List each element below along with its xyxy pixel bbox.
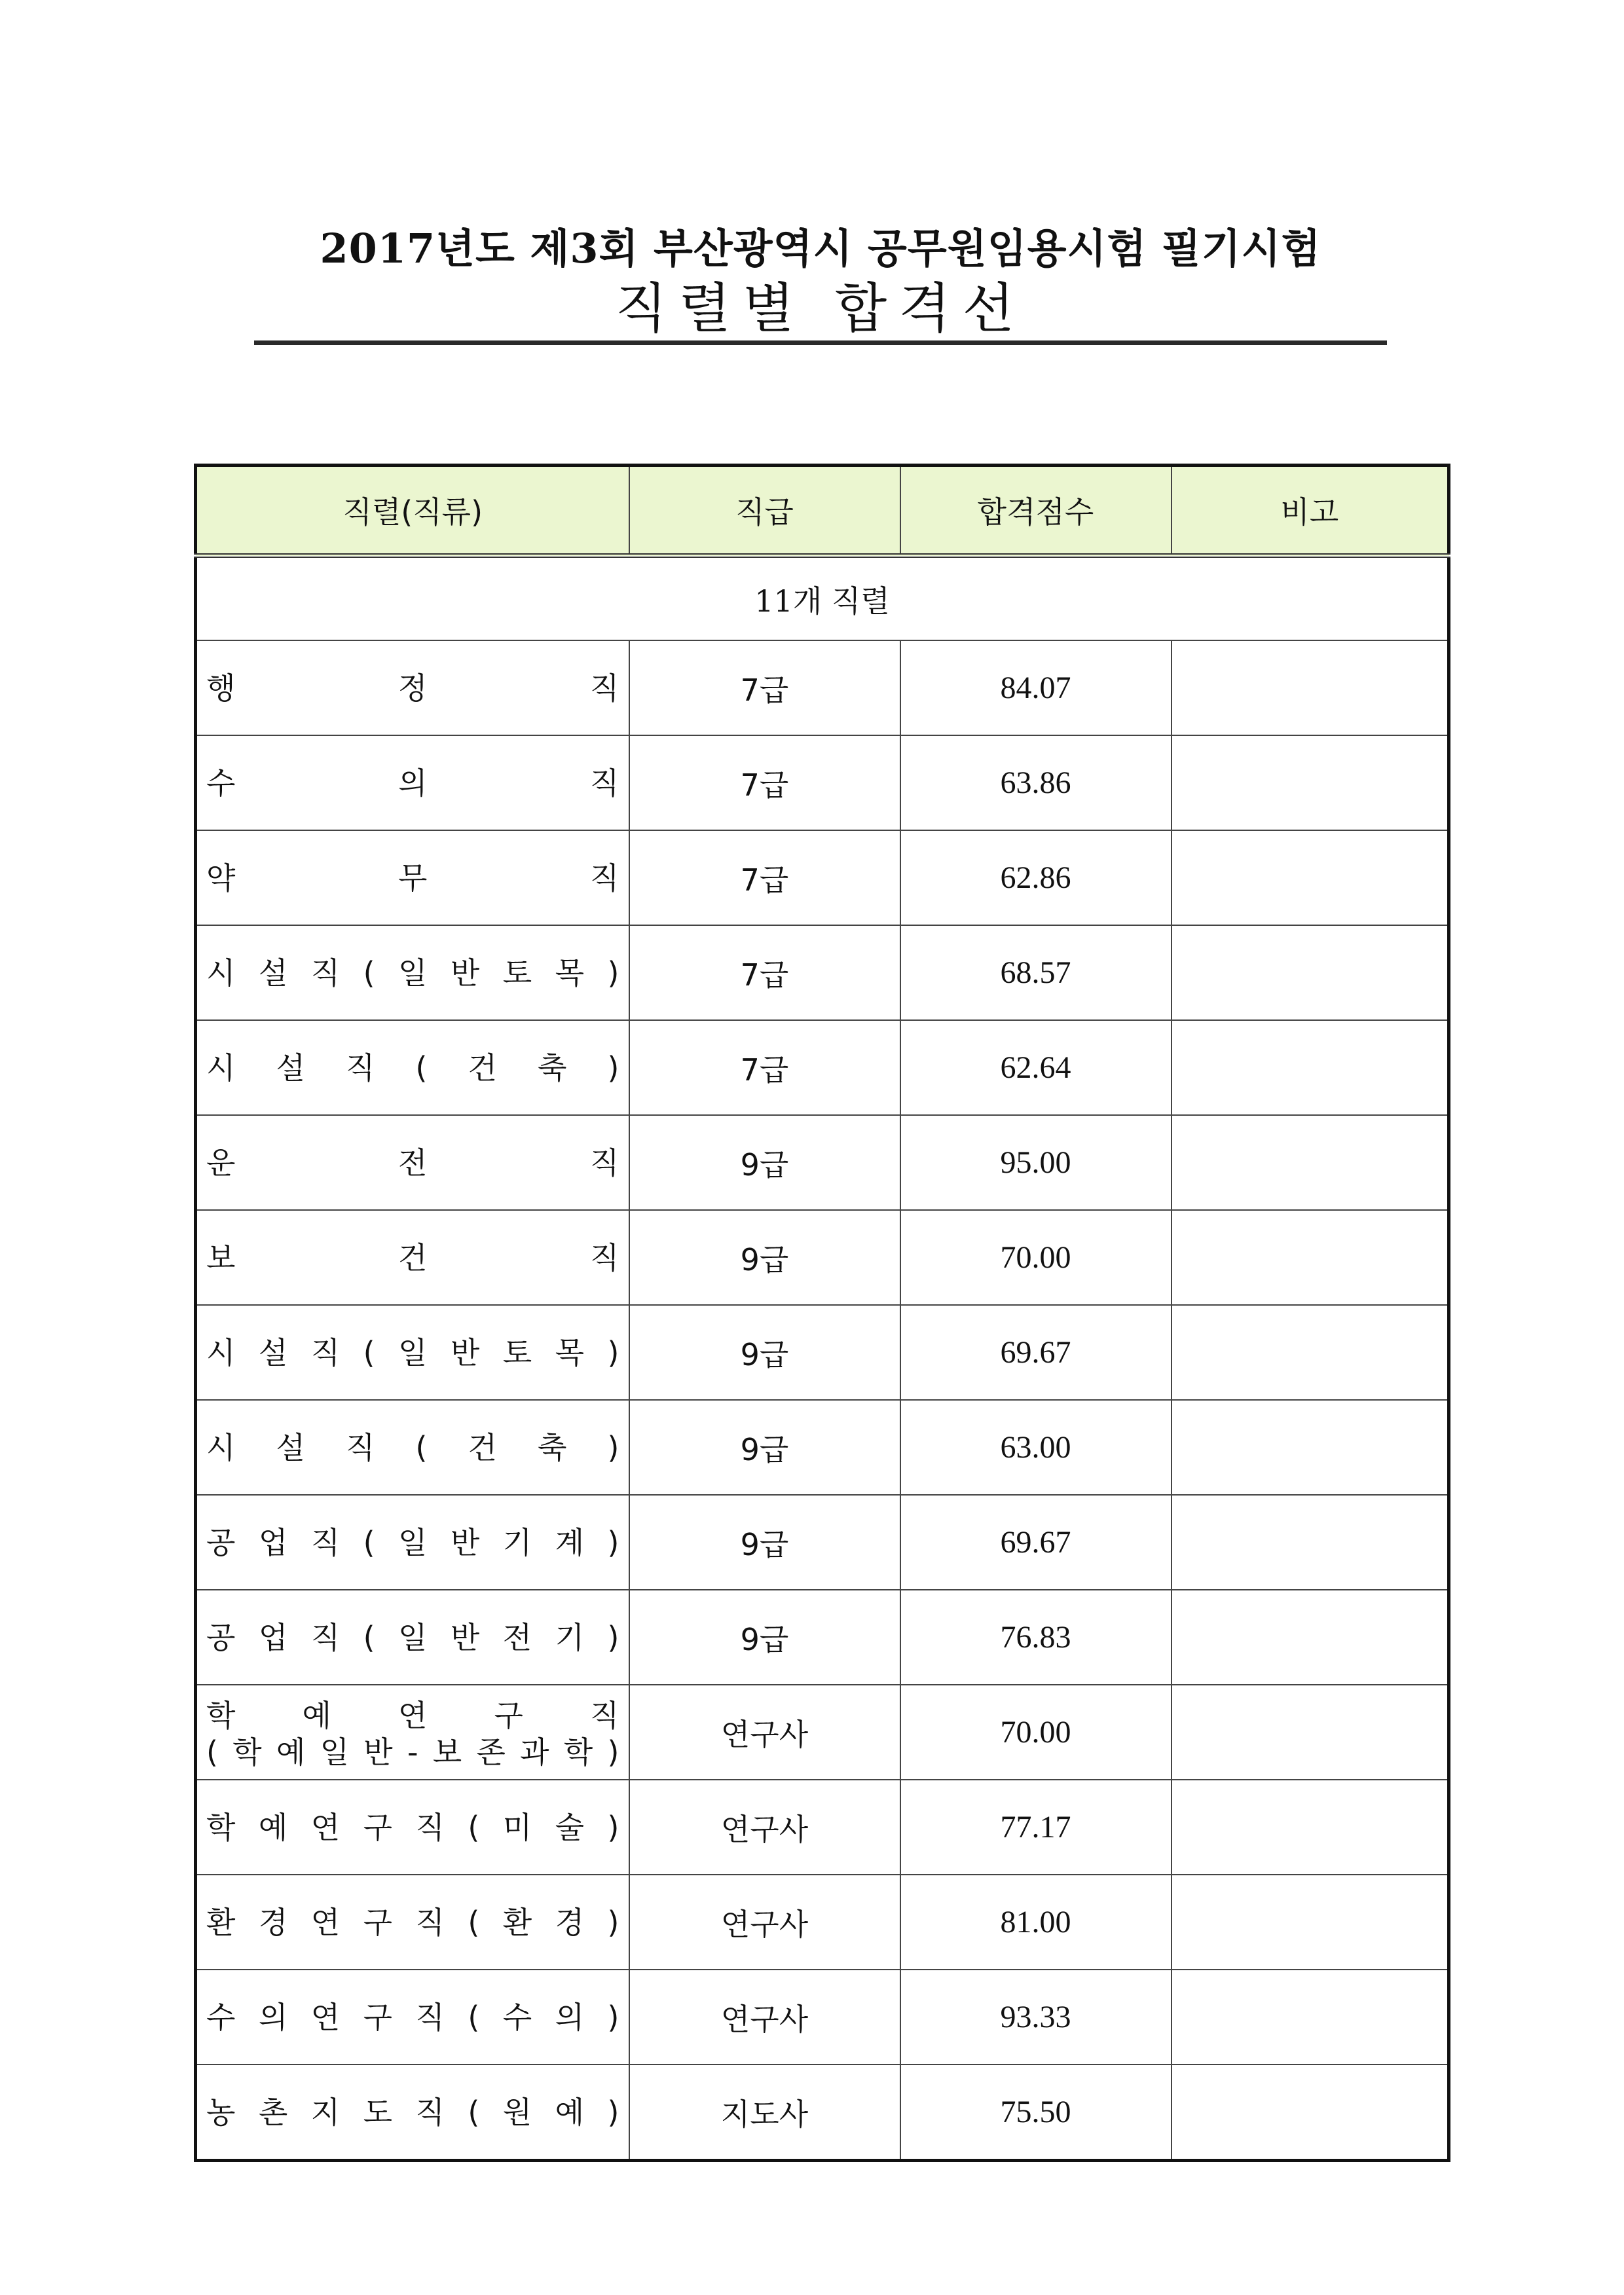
note-cell: [1172, 1970, 1449, 2065]
job-name: 환 경 연 구 직 ( 환 경 ): [206, 1904, 619, 1940]
note-cell: [1172, 925, 1449, 1020]
job-name: 학 예 연 구 직: [206, 1697, 619, 1733]
score-cell: 62.64: [900, 1020, 1172, 1115]
score-cell: 81.00: [900, 1875, 1172, 1970]
table-body: [196, 556, 1449, 2161]
grade-cell: 연구사: [629, 1875, 900, 1970]
header-score: 합격점수: [900, 466, 1172, 556]
group-label: 11개 직렬: [196, 556, 1449, 641]
grade-cell: 9급: [629, 1115, 900, 1210]
note-cell: [1172, 1210, 1449, 1305]
score-cell: 63.00: [900, 1400, 1172, 1495]
score-cell: 70.00: [900, 1210, 1172, 1305]
job-name: 시 설 직 ( 일 반 토 목 ): [206, 955, 619, 991]
score-cell: 68.57: [900, 925, 1172, 1020]
grade-cell: 9급: [629, 1305, 900, 1400]
document-subtitle: 직렬별 합격선: [615, 278, 1026, 340]
job-cell: [196, 1495, 629, 1590]
note-cell: [1172, 1590, 1449, 1685]
table-row: [196, 1400, 1449, 1495]
job-name: 행 정 직: [206, 670, 619, 706]
grade-cell: 9급: [629, 1495, 900, 1590]
job-name: 시 설 직 ( 일 반 토 목 ): [206, 1334, 619, 1370]
table-row: [196, 640, 1449, 735]
grade-cell: 7급: [629, 1020, 900, 1115]
note-cell: [1172, 1495, 1449, 1590]
job-cell: [196, 1970, 629, 2065]
table-row: [196, 830, 1449, 925]
job-cell: [196, 2065, 629, 2161]
note-cell: [1172, 1115, 1449, 1210]
table-row: [196, 1970, 1449, 2065]
header-job: 직렬(직류): [196, 466, 629, 556]
score-cell: 95.00: [900, 1115, 1172, 1210]
note-cell: [1172, 2065, 1449, 2161]
grade-cell: 9급: [629, 1590, 900, 1685]
job-cell: [196, 1590, 629, 1685]
score-cell: 63.86: [900, 735, 1172, 830]
table-row: [196, 2065, 1449, 2161]
score-cell: 70.00: [900, 1685, 1172, 1780]
job-cell: [196, 1305, 629, 1400]
score-cell: 69.67: [900, 1305, 1172, 1400]
job-cell: [196, 1685, 629, 1780]
job-name: 공 업 직 ( 일 반 기 계 ): [206, 1524, 619, 1560]
job-cell: [196, 735, 629, 830]
grade-cell: 지도사: [629, 2065, 900, 2161]
title-underline: [254, 340, 1387, 345]
note-cell: [1172, 640, 1449, 735]
grade-cell: 7급: [629, 925, 900, 1020]
job-name: 보 건 직: [206, 1239, 619, 1276]
job-name: 공 업 직 ( 일 반 전 기 ): [206, 1619, 619, 1655]
table-row: [196, 1590, 1449, 1685]
score-cell: 77.17: [900, 1780, 1172, 1875]
note-cell: [1172, 1875, 1449, 1970]
table-row: [196, 1495, 1449, 1590]
grade-cell: 연구사: [629, 1685, 900, 1780]
header-note: 비고: [1172, 466, 1449, 556]
note-cell: [1172, 1400, 1449, 1495]
job-cell: [196, 1210, 629, 1305]
job-name: 운 전 직: [206, 1145, 619, 1181]
table-row: [196, 1780, 1449, 1875]
job-cell: [196, 640, 629, 735]
table-row: [196, 1210, 1449, 1305]
table-row: [196, 1020, 1449, 1115]
title-block: [254, 223, 1387, 344]
grade-cell: 9급: [629, 1210, 900, 1305]
job-name: 수 의 연 구 직 ( 수 의 ): [206, 1999, 619, 2035]
job-cell: [196, 1875, 629, 1970]
table-row: [196, 1875, 1449, 1970]
table-row: [196, 1115, 1449, 1210]
score-cell: 69.67: [900, 1495, 1172, 1590]
group-row: [196, 556, 1449, 641]
table-row: [196, 1305, 1449, 1400]
note-cell: [1172, 830, 1449, 925]
job-cell: [196, 1780, 629, 1875]
note-cell: [1172, 735, 1449, 830]
job-cell: [196, 830, 629, 925]
grade-cell: 연구사: [629, 1780, 900, 1875]
note-cell: [1172, 1020, 1449, 1115]
job-name-detail: ( 학 예 일 반 - 보 존 과 학 ): [206, 1734, 619, 1770]
header-grade: 직급: [629, 466, 900, 556]
job-name: 시 설 직 ( 건 축 ): [206, 1050, 619, 1086]
job-name: 수 의 직: [206, 765, 619, 801]
grade-cell: 7급: [629, 830, 900, 925]
table-row: [196, 735, 1449, 830]
table-header-row: [196, 466, 1449, 556]
job-cell: [196, 1020, 629, 1115]
score-cell: 84.07: [900, 640, 1172, 735]
table-row: [196, 1685, 1449, 1780]
job-name: 학 예 연 구 직 ( 미 술 ): [206, 1809, 619, 1845]
job-cell: [196, 1400, 629, 1495]
document-title: 2017년도 제3회 부산광역시 공무원임용시험 필기시험: [320, 225, 1321, 272]
score-cell: 62.86: [900, 830, 1172, 925]
cutoff-score-table: [194, 464, 1450, 2162]
job-name: 농 촌 지 도 직 ( 원 예 ): [206, 2094, 619, 2130]
note-cell: [1172, 1305, 1449, 1400]
note-cell: [1172, 1780, 1449, 1875]
score-cell: 75.50: [900, 2065, 1172, 2161]
grade-cell: 7급: [629, 735, 900, 830]
grade-cell: 연구사: [629, 1970, 900, 2065]
score-cell: 76.83: [900, 1590, 1172, 1685]
table-row: [196, 925, 1449, 1020]
job-cell: [196, 925, 629, 1020]
job-cell: [196, 1115, 629, 1210]
grade-cell: 9급: [629, 1400, 900, 1495]
note-cell: [1172, 1685, 1449, 1780]
job-name: 약 무 직: [206, 860, 619, 896]
job-name: 시 설 직 ( 건 축 ): [206, 1429, 619, 1465]
grade-cell: 7급: [629, 640, 900, 735]
score-cell: 93.33: [900, 1970, 1172, 2065]
